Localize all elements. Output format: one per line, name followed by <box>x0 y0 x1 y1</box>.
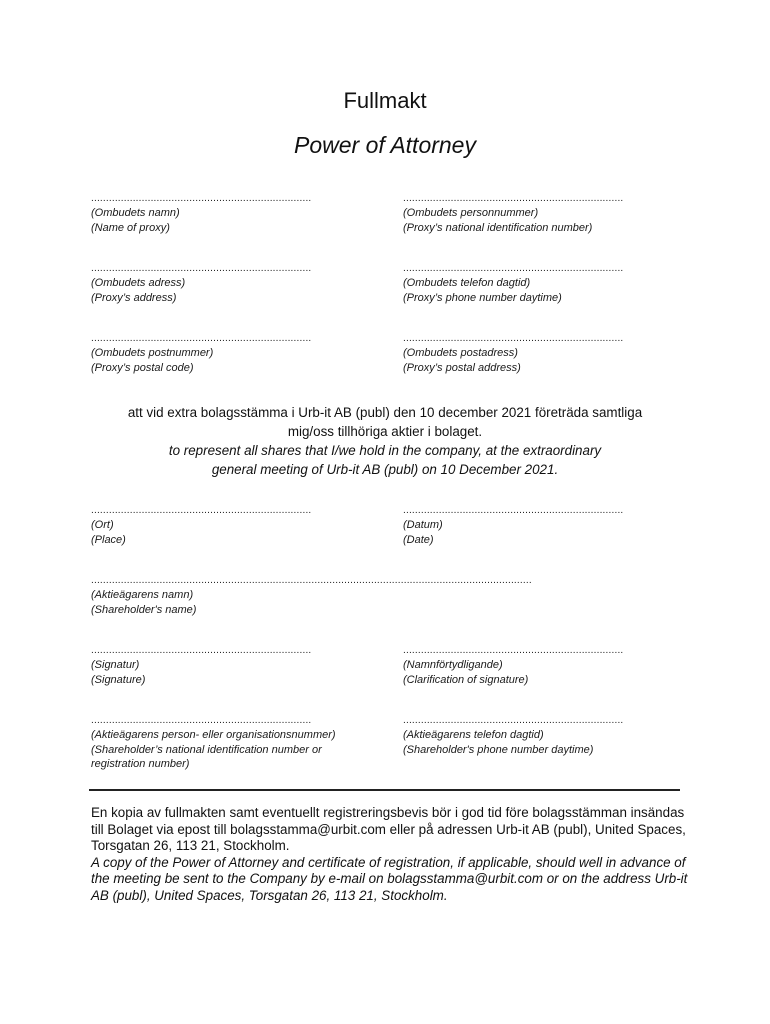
statement-en-line: general meeting of Urb-it AB (publ) on 10 December 2021. <box>211 462 559 477</box>
field-label-en: (Place) <box>91 533 126 546</box>
representation-statement <box>80 403 690 479</box>
fill-line: .......................................................................... <box>91 645 312 656</box>
field-label-sv: (Ombudets adress) <box>91 277 186 289</box>
fill-line: .......................................................................... <box>91 193 312 204</box>
field-label-sv: (Aktieägarens telefon dagtid) <box>403 729 544 741</box>
field-label-sv: (Ombudets personnummer) <box>403 207 539 219</box>
field-label-en: (Signature) <box>91 673 146 686</box>
fill-line: .......................................................................... <box>91 333 312 344</box>
proxy-name-field[interactable] <box>91 193 361 235</box>
field-label-sv: (Namnförtydligande) <box>403 659 503 671</box>
statement-sv-line: mig/oss tillhöriga aktier i bolaget. <box>287 424 483 439</box>
fill-line: .......................................................................... <box>91 505 312 516</box>
proxy-postal-address-field[interactable] <box>403 333 643 375</box>
footer-note <box>91 805 691 904</box>
proxy-postal-code-field[interactable] <box>91 333 361 375</box>
signature-field[interactable] <box>91 645 361 687</box>
proxy-address-field[interactable] <box>91 263 361 305</box>
date-field[interactable] <box>403 505 643 547</box>
field-label-en: (Shareholder’s national identification number or registration number) <box>91 743 322 770</box>
shareholder-phone-field[interactable] <box>403 715 643 757</box>
field-label-sv: (Aktieägarens person- eller organisationsnummer) <box>91 729 336 741</box>
field-label-en: (Proxy’s national identification number) <box>403 221 593 234</box>
field-label-en: (Proxy’s postal address) <box>403 361 521 374</box>
fill-line: .......................................................................... <box>403 333 624 344</box>
field-label-sv: (Signatur) <box>91 659 140 671</box>
field-label-sv: (Ombudets namn) <box>91 207 180 219</box>
section-divider <box>89 789 680 791</box>
field-label-sv: (Datum) <box>403 519 443 531</box>
fill-line: .......................................................................... <box>403 505 624 516</box>
field-label-sv: (Ombudets postnummer) <box>91 347 214 359</box>
field-label-en: (Proxy’s address) <box>91 291 177 304</box>
field-label-en: (Date) <box>403 533 434 546</box>
shareholder-name-field[interactable] <box>91 575 644 617</box>
proxy-phone-field[interactable] <box>403 263 643 305</box>
fill-line: .......................................................................... <box>91 715 312 726</box>
fill-line: .......................................................................... <box>403 193 624 204</box>
field-label-sv: (Ombudets postadress) <box>403 347 518 359</box>
field-label-sv: (Ombudets telefon dagtid) <box>403 277 531 289</box>
statement-sv-line: att vid extra bolagsstämma i Urb-it AB (publ) den 10 december 2021 företräda samtliga <box>127 405 643 420</box>
fill-line: .......................................................................... <box>403 645 624 656</box>
fill-line: .......................................................................... <box>403 715 624 726</box>
field-label-sv: (Ort) <box>91 519 114 531</box>
fill-line: .......................................................................... <box>403 263 624 274</box>
field-label-en: (Clarification of signature) <box>403 673 529 686</box>
proxy-id-field[interactable] <box>403 193 643 235</box>
fill-line: .......................................................................... <box>91 263 312 274</box>
statement-en-line: to represent all shares that I/we hold in the company, at the extraordinary <box>168 443 602 458</box>
fill-line: .................................................................................................................................................... <box>91 575 532 586</box>
footer-note-sv: En kopia av fullmakten samt eventuellt registreringsbevis bör i god tid före bolagsstämman insändas till Bolaget via epost till bolagsstamma@urbit.com eller på adressen Urb-it AB (publ), United Spaces, Torsgatan 26, 113 21, Stockholm. <box>91 805 686 853</box>
shareholder-id-field[interactable] <box>91 715 391 772</box>
field-label-en: (Proxy’s postal code) <box>91 361 194 374</box>
clarification-field[interactable] <box>403 645 643 687</box>
field-label-en: (Shareholder's phone number daytime) <box>403 743 594 756</box>
field-label-sv: (Aktieägarens namn) <box>91 589 194 601</box>
field-label-en: (Proxy’s phone number daytime) <box>403 291 562 304</box>
form-subtitle: Power of Attorney <box>294 132 476 158</box>
footer-note-en: A copy of the Power of Attorney and certificate of registration, if applicable, should well in advance of the meeting be sent to the Company by e-mail on bolagsstamma@urbit.com or on the address Urb-it AB (publ), United Spaces, Torsgatan 26, 113 21, Stockholm. <box>91 854 688 903</box>
form-title: Fullmakt <box>343 88 427 113</box>
field-label-en: (Shareholder's name) <box>91 603 197 616</box>
place-field[interactable] <box>91 505 361 547</box>
field-label-en: (Name of proxy) <box>91 221 170 234</box>
